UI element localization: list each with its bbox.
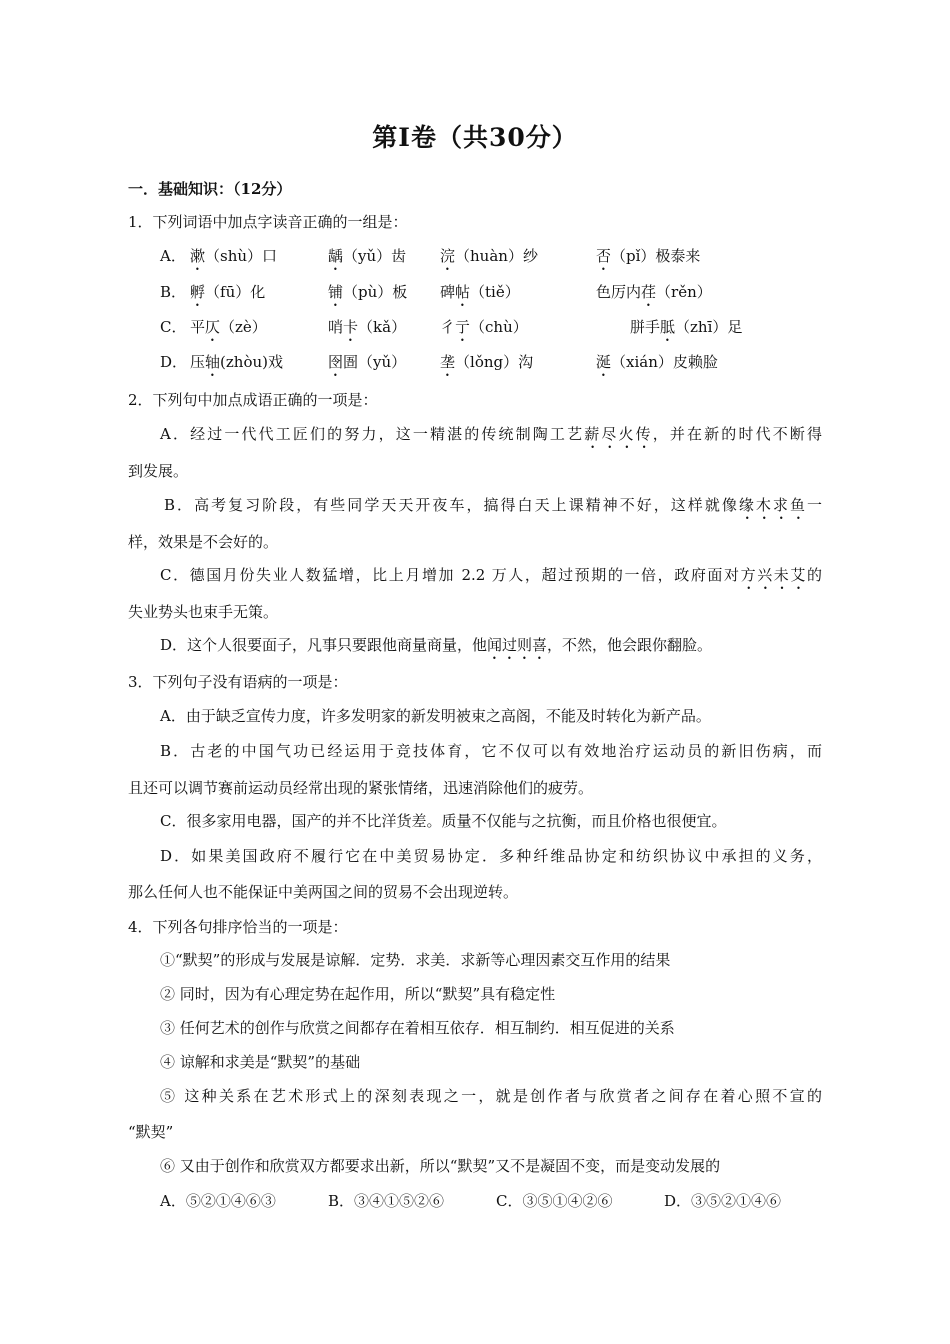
q4-sentence-3: ③ 任何艺术的创作与欣赏之间都存在着相互依存．相互制约．相互促进的关系 [160, 1019, 675, 1037]
q2-option-a-line2: 到发展。 [128, 462, 189, 480]
q2-option-c-line1: C．德国月份失业人数猛增，比上月增加 2.2 万人，超过预期的一倍，政府面对方兴未艾的 [160, 566, 822, 584]
q1-stem: 1．下列词语中加点字读音正确的一组是： [128, 213, 408, 231]
q2-option-a-idiom: 薪尽火传 [584, 425, 653, 443]
q1-option-b-item3: 碑帖（tiě） [440, 283, 520, 301]
q3-option-a: A．由于缺乏宣传力度，许多发明家的新发明被束之高阁，不能及时转化为新产品。 [160, 707, 711, 725]
q1-option-c-label: C． [160, 318, 187, 336]
q1-option-b-item1: 孵（fū）化 [190, 283, 266, 301]
q3-option-d-line2: 那么任何人也不能保证中美两国之间的贸易不会出现逆转。 [128, 883, 519, 901]
q2-option-c-line2: 失业势头也束手无策。 [128, 603, 279, 621]
q1-option-c-item4: 胼手胝（zhī）足 [630, 318, 743, 336]
q4-sentence-5-line1: ⑤ 这种关系在艺术形式上的深刻表现之一，就是创作者与欣赏者之间存在着心照不宣的 [160, 1087, 822, 1105]
q4-sentence-6: ⑥ 又由于创作和欣赏双方都要求出新，所以“默契”又不是凝固不变，而是变动发展的 [160, 1157, 721, 1175]
q3-option-d-line1: D．如果美国政府不履行它在中美贸易协定．多种纤维品协定和纺织协议中承担的义务， [160, 847, 822, 865]
q2-option-b-line2: 样，效果是不会好的。 [128, 533, 279, 551]
section-heading: 一．基础知识：（12分） [128, 180, 292, 198]
q3-option-b-line2: 且还可以调节赛前运动员经常出现的紧张情绪，迅速消除他们的疲劳。 [128, 779, 594, 797]
q2-option-b-idiom: 缘木求鱼 [738, 496, 807, 514]
q1-option-d-label: D． [160, 353, 188, 371]
q1-option-a-item3: 浣（huàn）纱 [440, 247, 538, 265]
q3-option-b-line1: B．古老的中国气功已经运用于竞技体育，它不仅可以有效地治疗运动员的新旧伤病，而 [160, 742, 822, 760]
q4-option-a: A．⑤②①④⑥③ [160, 1192, 276, 1210]
q2-stem: 2．下列句中加点成语正确的一项是： [128, 391, 378, 409]
q1-option-b-item4: 色厉内荏（rěn） [596, 283, 712, 301]
q2-option-b-line1: B．高考复习阶段，有些同学天天开夜车，搞得白天上课精神不好，这样就像缘木求鱼一 [164, 496, 822, 514]
q4-option-c: C．③⑤①④②⑥ [496, 1192, 613, 1210]
q4-option-b: B．③④①⑤②⑥ [328, 1192, 445, 1210]
q1-option-a-item2: 龋（yǔ）齿 [328, 247, 407, 265]
q4-option-d: D．③⑤②①④⑥ [664, 1192, 782, 1210]
q1-option-c-item3: 彳亍（chù） [440, 318, 528, 336]
page-title: 第Ⅰ卷（共30分） [372, 123, 578, 152]
q1-option-d-item1: 压轴(zhòu)戏 [190, 353, 283, 371]
q1-option-c-item2: 哨卡（kǎ） [328, 318, 407, 336]
q2-option-a-line1: A．经过一代代工匠们的努力，这一精湛的传统制陶工艺薪尽火传，并在新的时代不断得 [160, 425, 822, 443]
q3-option-c: C．很多家用电器，国产的并不比洋货差。质量不仅能与之抗衡，而且价格也很便宜。 [160, 812, 727, 830]
q1-option-a-item4: 否（pǐ）极泰来 [596, 247, 701, 265]
q4-sentence-5-line2: “默契” [128, 1123, 174, 1141]
q1-option-a-label: A． [160, 247, 186, 265]
q2-option-d: D．这个人很要面子，凡事只要跟他商量商量，他闻过则喜，不然，他会跟你翻脸。 [160, 636, 713, 654]
q4-stem: 4．下列各句排序恰当的一项是： [128, 918, 348, 936]
q1-option-d-item2: 囹圄（yǔ） [328, 353, 407, 371]
q1-option-b-item2: 铺（pù）板 [328, 283, 408, 301]
q2-option-d-idiom: 闻过则喜 [487, 636, 548, 654]
q1-option-c-item1: 平仄（zè） [190, 318, 267, 336]
q4-sentence-4: ④ 谅解和求美是“默契”的基础 [160, 1053, 361, 1071]
q4-sentence-2: ② 同时，因为有心理定势在起作用，所以“默契”具有稳定性 [160, 985, 556, 1003]
q1-option-d-item4: 涎（xián）皮赖脸 [596, 353, 718, 371]
q4-sentence-1: ①“默契”的形成与发展是谅解．定势．求美．求新等心理因素交互作用的结果 [160, 951, 671, 969]
q1-option-b-label: B． [160, 283, 187, 301]
q3-stem: 3．下列句子没有语病的一项是： [128, 673, 348, 691]
q2-option-c-idiom: 方兴未艾 [740, 566, 807, 584]
q1-option-a-item1: 漱（shù）口 [190, 247, 278, 265]
q1-option-d-item3: 垄（lǒng）沟 [440, 353, 534, 371]
